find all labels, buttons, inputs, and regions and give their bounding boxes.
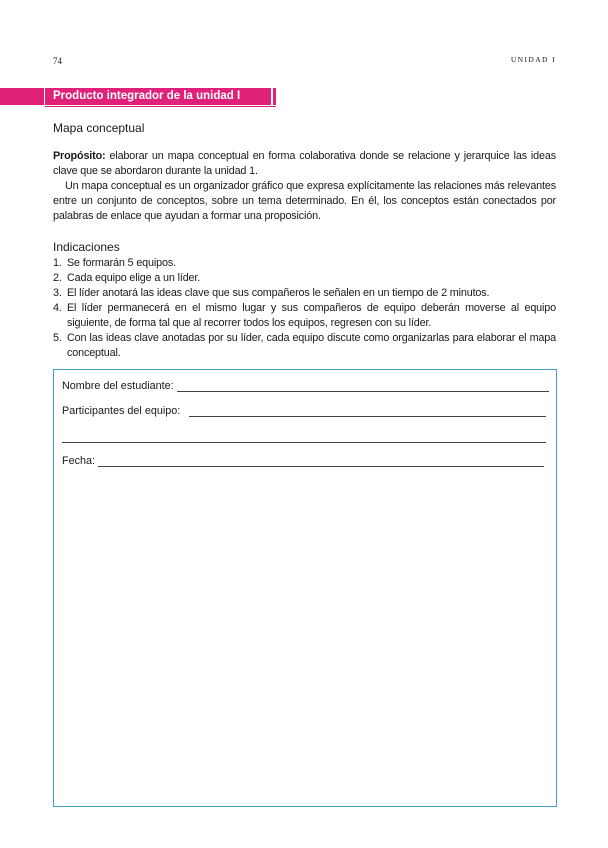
section-title: Mapa conceptual [53,121,145,135]
step-text: Se formarán 5 equipos. [67,257,176,269]
date-label: Fecha: [62,455,96,467]
step-number: 4. [53,302,62,314]
banner-underline [45,106,276,107]
banner-left-bar [0,88,44,105]
purpose-text: elaborar un mapa conceptual en forma colaborativa donde se relacione y jerarquice las ideas clave que se abordaron durante la unidad 1. [53,150,556,177]
banner-right-bar [273,88,276,105]
unit-label: UNIDAD I [510,55,556,64]
step-text: El líder permanecerá en el mismo lugar y sus compañeros de equipo deberán moverse al equipo siguiente, de forma tal que al recorrer todos los equipos, regresen con su líder. [67,302,556,329]
student-name-label: Nombre del estudiante: [62,380,174,392]
indications-title: Indicaciones [53,240,120,254]
indications-list [53,256,556,361]
step-number: 3. [53,287,62,299]
date-field[interactable] [62,455,544,467]
step-number: 5. [53,332,62,344]
section-banner: Producto integrador de la unidad I [45,88,271,105]
student-name-field[interactable] [62,380,549,392]
team-participants-field[interactable] [62,405,546,417]
purpose-paragraph [53,149,556,179]
list-item [53,271,556,286]
team-participants-label: Participantes del equipo: [62,405,181,417]
purpose-label: Propósito: [53,150,106,162]
student-name-line[interactable] [177,381,549,392]
team-participants-extra-line[interactable] [62,432,546,443]
page-number: 74 [53,56,62,66]
date-line[interactable] [98,456,544,467]
concept-paragraph: Un mapa conceptual es un organizador gráfico que expresa explícitamente las relaciones más relevantes entre un conjunto de conceptos, sobre un tema determinado. En él, los conceptos están conectados por palabras de enlace que ayudan a formar una proposición. [53,180,556,222]
list-item [53,331,556,361]
step-text: Con las ideas clave anotadas por su líder, cada equipo discute como organizarlas para elaborar el mapa conceptual. [67,332,556,359]
step-text: Cada equipo elige a un líder. [67,272,201,284]
list-item [53,256,556,271]
step-number: 2. [53,272,62,284]
step-text: El líder anotará las ideas clave que sus compañeros le señalen en un tiempo de 2 minutos. [67,287,490,299]
team-participants-line[interactable] [189,406,546,417]
list-item [53,301,556,331]
step-number: 1. [53,257,62,269]
list-item [53,286,556,301]
